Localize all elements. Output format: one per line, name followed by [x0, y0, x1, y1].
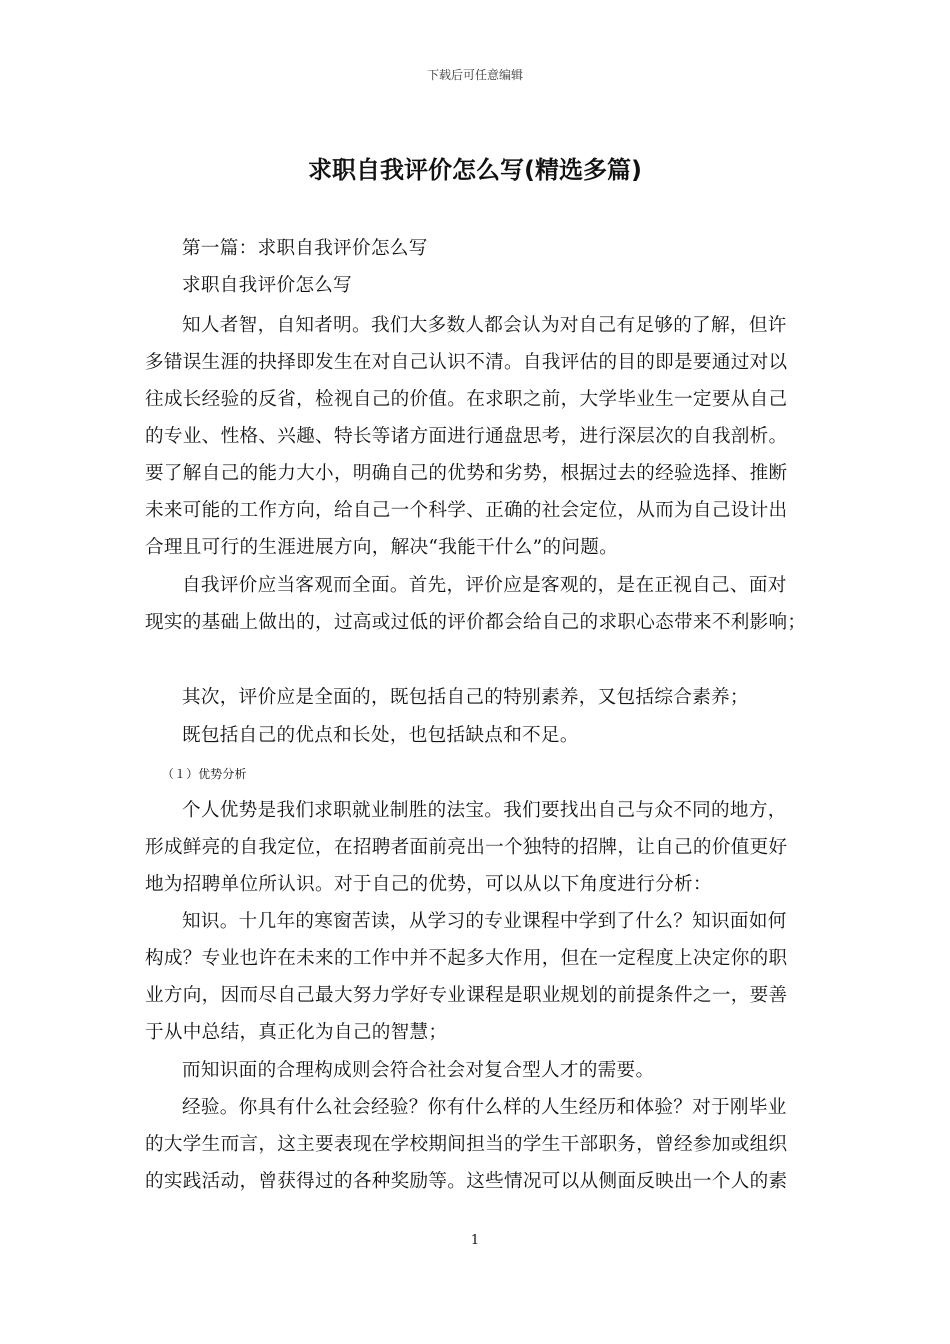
paragraph-line: 构成？专业也许在未来的工作中并不起多大作用，但在一定程度上决定你的职 [145, 948, 788, 969]
paragraph-line: 的实践活动，曾获得过的各种奖励等。这些情况可以从侧面反映出一个人的素 [145, 1171, 788, 1192]
subheading: 求职自我评价怎么写 [182, 275, 353, 296]
paragraph-line: 往成长经验的反省，检视自己的价值。在求职之前，大学毕业生一定要从自己 [145, 389, 788, 410]
subsection-heading: （１）优势分析 [162, 767, 247, 781]
paragraph-line: 地为招聘单位所认识。对于自己的优势，可以从以下角度进行分析： [145, 874, 712, 895]
paragraph-line: 要了解自己的能力大小，明确自己的优势和劣势，根据过去的经验选择、推断 [145, 463, 788, 484]
page-number: 1 [470, 1233, 480, 1248]
paragraph-line: 形成鲜亮的自我定位，在招聘者面前亮出一个独特的招牌，让自己的价值更好 [145, 837, 788, 858]
paragraph-line: 知人者智，自知者明。我们大多数人都会认为对自己有足够的了解，但许 [182, 315, 787, 336]
paragraph-line: 而知识面的合理构成则会符合社会对复合型人才的需要。 [182, 1060, 655, 1081]
paragraph-line: 的专业、性格、兴趣、特长等诸方面进行通盘思考，进行深层次的自我剖析。 [145, 426, 788, 447]
paragraph-line: 业方向，因而尽自己最大努力学好专业课程是职业规划的前提条件之一，要善 [145, 985, 788, 1006]
paragraph-line: 自我评价应当客观而全面。首先，评价应是客观的，是在正视自己、面对 [182, 575, 787, 596]
paragraph-line: 其次，评价应是全面的，既包括自己的特别素养，又包括综合素养； [182, 687, 749, 708]
paragraph-line: 知识。十几年的寒窗苦读，从学习的专业课程中学到了什么？知识面如何 [182, 911, 787, 932]
paragraph-line: 个人优势是我们求职就业制胜的法宝。我们要找出自己与众不同的地方， [182, 800, 787, 821]
paragraph-line: 多错误生涯的抉择即发生在对自己认识不清。自我评估的目的即是要通过对以 [145, 352, 788, 373]
paragraph-line: 合理且可行的生涯进展方向，解决“我能干什么”的问题。 [145, 537, 619, 558]
section-heading: 第一篇：求职自我评价怎么写 [182, 238, 428, 259]
paragraph-line: 的大学生而言，这主要表现在学校期间担当的学生干部职务，曾经参加或组织 [145, 1134, 788, 1155]
page-header-note: 下载后可任意编辑 [426, 68, 523, 82]
document-title: 求职自我评价怎么写(精选多篇) [308, 156, 642, 184]
paragraph-line: 未来可能的工作方向，给自己一个科学、正确的社会定位，从而为自己设计出 [145, 500, 788, 521]
paragraph-line: 于从中总结，真正化为自己的智慧； [145, 1022, 448, 1043]
paragraph-line: 既包括自己的优点和长处，也包括缺点和不足。 [182, 725, 579, 746]
paragraph-line: 经验。你具有什么社会经验？你有什么样的人生经历和体验？对于刚毕业 [182, 1097, 787, 1118]
paragraph-line: 现实的基础上做出的，过高或过低的评价都会给自己的求职心态带来不利影响； [145, 612, 807, 633]
